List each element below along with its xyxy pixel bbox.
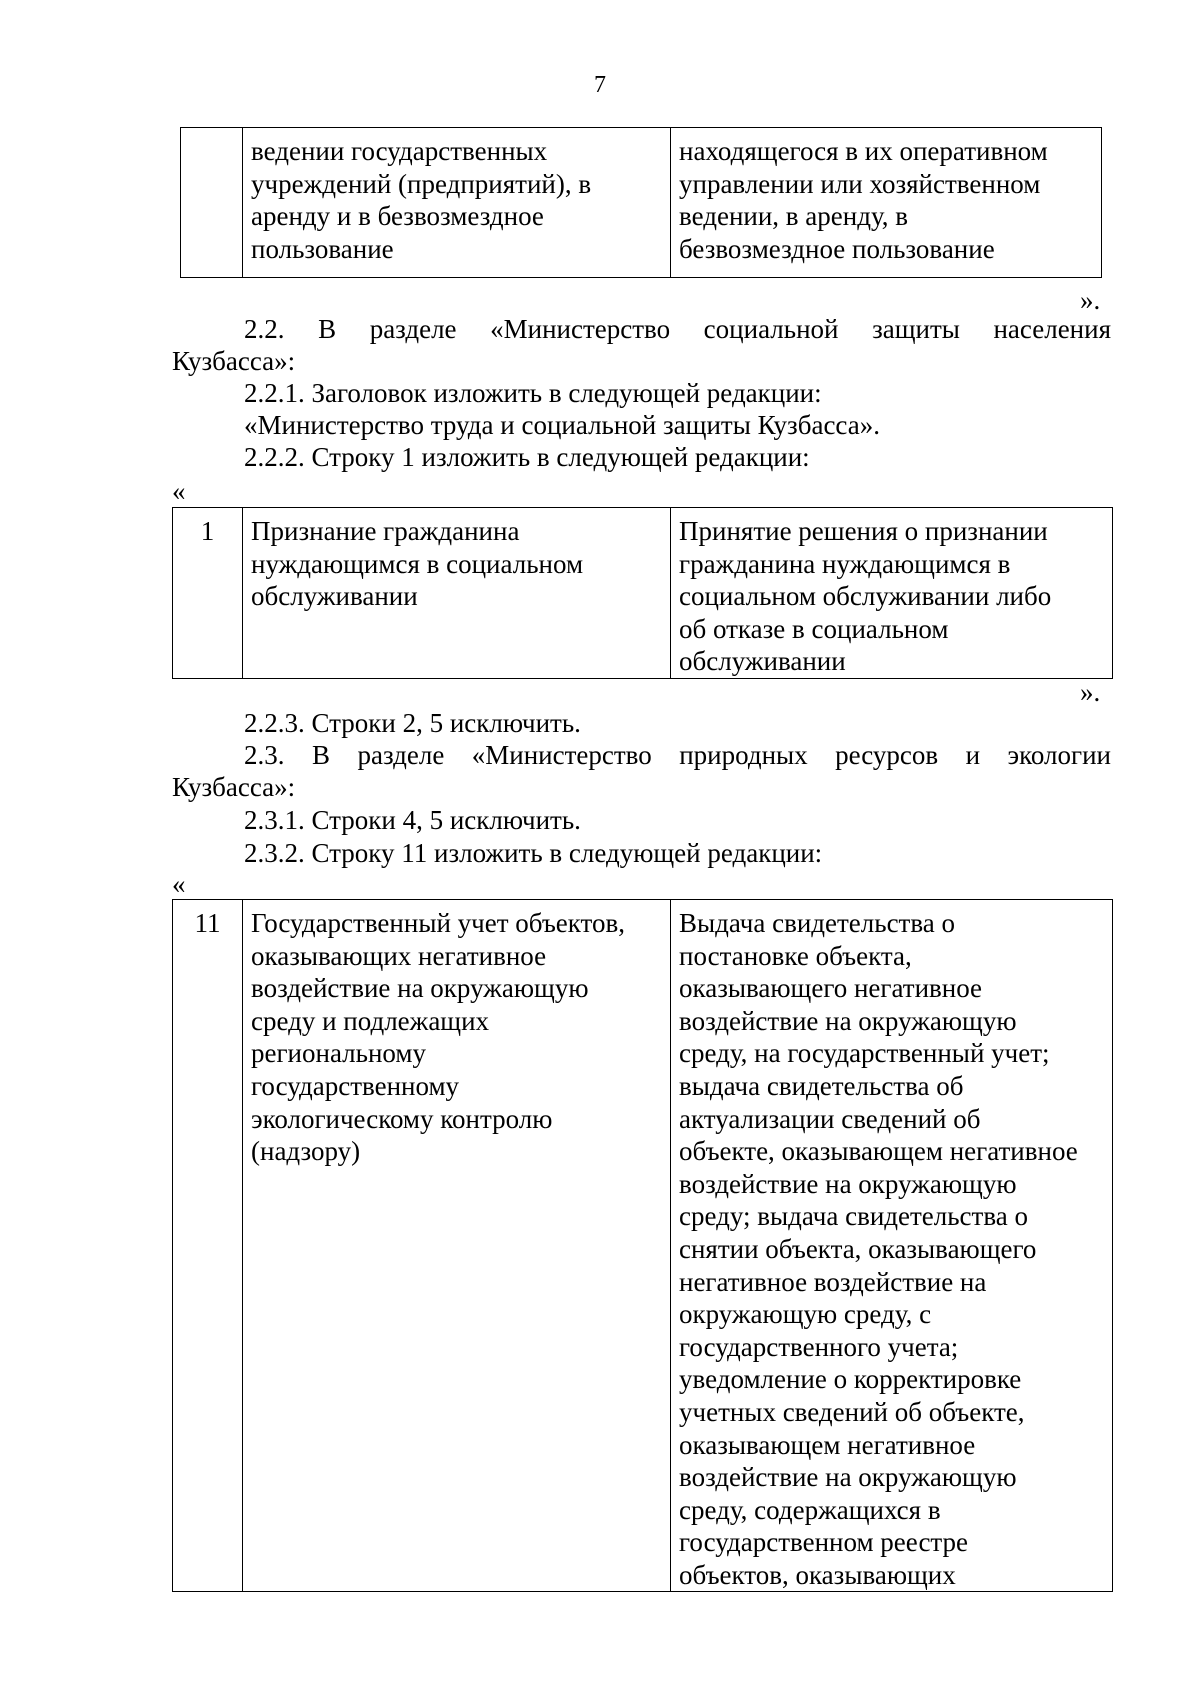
cell-line: негативное воздействие на — [679, 1266, 987, 1297]
cell-line: среду, на государственный учет; — [679, 1038, 1050, 1069]
paragraph-2-3 — [172, 739, 1111, 803]
table-cell-service — [243, 900, 671, 1592]
closing-quote: ». — [1080, 285, 1101, 315]
opening-quote: « — [172, 476, 186, 506]
cell-line: (надзору) — [251, 1136, 361, 1167]
opening-quote: « — [172, 869, 186, 899]
page-number: 7 — [594, 72, 606, 98]
cell-line: воздействие на окружающую — [679, 1005, 1017, 1036]
cell-line: Государственный учет объектов, — [251, 908, 625, 938]
table-cell-result — [671, 128, 1102, 278]
table-cell-number — [181, 128, 243, 278]
table-row-1 — [172, 507, 1113, 679]
table-cell-result — [671, 900, 1113, 1592]
cell-line: среду, содержащихся в — [679, 1494, 941, 1525]
cell-line: воздействие на окружающую — [679, 1168, 1017, 1199]
cell-line: объектов, оказывающих — [679, 1559, 956, 1590]
cell-line: уведомление о корректировке — [679, 1364, 1022, 1395]
table-continued — [180, 127, 1102, 278]
row-number: 1 — [200, 516, 215, 546]
table-cell-result — [671, 508, 1113, 679]
cell-line: Выдача свидетельства о — [679, 908, 955, 938]
closing-quote: ». — [1080, 677, 1101, 707]
cell-line: снятии объекта, оказывающего — [679, 1233, 1037, 1264]
paragraph-2-2 — [172, 313, 1111, 377]
cell-line: актуализации сведений об — [679, 1103, 981, 1134]
paragraph-2-3-line: 2.3. В разделе «Министерство природных ресурсов и экологии — [244, 740, 1111, 770]
cell-line: региональному — [251, 1038, 426, 1069]
table-cell-service — [243, 508, 671, 679]
cell-text — [243, 508, 670, 613]
cell-line: оказывающего негативное — [679, 973, 983, 1004]
cell-line: среду и подлежащих — [251, 1005, 490, 1036]
cell-text — [243, 128, 670, 265]
row-number: 11 — [194, 908, 221, 938]
table-row-11 — [172, 899, 1113, 1592]
paragraph-2-2-line: 2.2. В разделе «Министерство социальной защиты населения — [244, 314, 1111, 344]
table-cell-service — [243, 128, 671, 278]
paragraph-2-3-2: 2.3.2. Строку 11 изложить в следующей редакции: — [244, 838, 823, 868]
cell-line: постановке объекта, — [679, 940, 912, 971]
cell-line: учетных сведений об объекте, — [679, 1396, 1025, 1427]
cell-line: об отказе в социальном — [679, 613, 949, 644]
table-row — [173, 508, 1113, 679]
cell-line: нуждающимся в социальном — [251, 548, 584, 579]
paragraph-2-3-1: 2.3.1. Строки 4, 5 исключить. — [244, 805, 581, 835]
cell-text — [671, 508, 1112, 678]
paragraph-2-3-line: Кузбасса»: — [172, 772, 296, 802]
cell-line: обслуживании — [679, 646, 846, 677]
cell-line: окружающую среду, с — [679, 1299, 932, 1330]
new-title-text: «Министерство труда и социальной защиты Кузбасса». — [244, 410, 880, 440]
cell-text — [671, 128, 1101, 265]
cell-line: социальном обслуживании либо — [679, 581, 1052, 612]
cell-line: ведении, в аренду, в — [679, 201, 908, 232]
cell-text — [243, 900, 670, 1168]
cell-line: объекте, оказывающем негативное — [679, 1136, 1078, 1167]
cell-line: находящегося в их оперативном — [679, 136, 1048, 166]
paragraph-2-2-2: 2.2.2. Строку 1 изложить в следующей редакции: — [244, 442, 810, 472]
paragraph-2-2-line: Кузбасса»: — [172, 346, 296, 376]
cell-line: гражданина нуждающимся в — [679, 548, 1011, 579]
cell-line: оказывающем негативное — [679, 1429, 976, 1460]
table-cell-number — [173, 900, 243, 1592]
cell-line: государственного учета; — [679, 1331, 959, 1362]
cell-line: среду; выдача свидетельства о — [679, 1201, 1028, 1232]
cell-line: оказывающих негативное — [251, 940, 547, 971]
cell-line: ведении государственных — [251, 136, 548, 166]
cell-line: управлении или хозяйственном — [679, 168, 1041, 199]
cell-line: обслуживании — [251, 581, 418, 612]
cell-text — [671, 900, 1112, 1591]
cell-line: аренду и в безвозмездное — [251, 201, 544, 232]
cell-line: воздействие на окружающую — [251, 973, 589, 1004]
paragraph-2-2-3: 2.2.3. Строки 2, 5 исключить. — [244, 708, 581, 738]
cell-line: Признание гражданина — [251, 516, 520, 546]
cell-line: пользование — [251, 233, 394, 264]
cell-line: Принятие решения о признании — [679, 516, 1048, 546]
cell-line: безвозмездное пользование — [679, 233, 995, 264]
table-row — [173, 900, 1113, 1592]
cell-line: государственном реестре — [679, 1527, 969, 1558]
paragraph-2-2-1: 2.2.1. Заголовок изложить в следующей редакции: — [244, 378, 822, 408]
cell-line: выдача свидетельства об — [679, 1070, 964, 1101]
cell-line: учреждений (предприятий), в — [251, 168, 592, 199]
table-row — [181, 128, 1102, 278]
cell-line: воздействие на окружающую — [679, 1462, 1017, 1493]
table-cell-number — [173, 508, 243, 679]
cell-line: государственному — [251, 1070, 460, 1101]
cell-line: экологическому контролю — [251, 1103, 553, 1134]
